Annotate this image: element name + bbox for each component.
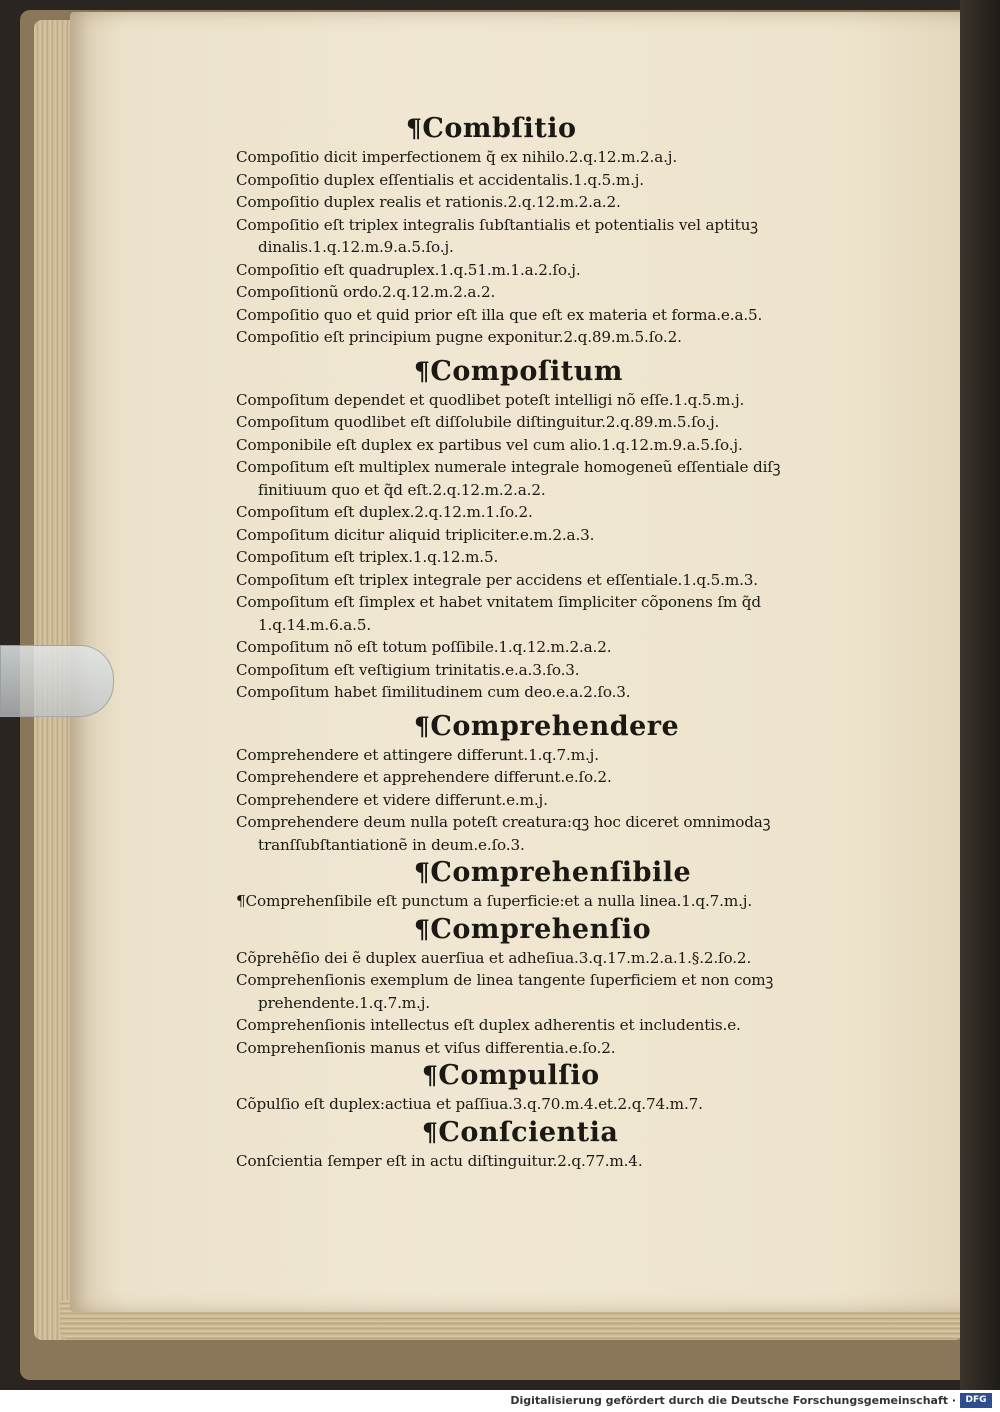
section-entries xyxy=(236,146,876,349)
section-entries xyxy=(236,1150,876,1173)
entry-continuation: dinalis.1.q.12.m.9.a.5.ſo.j. xyxy=(258,238,454,256)
section-heading: ¶Conſcientia xyxy=(422,1116,619,1148)
section-compositum xyxy=(236,355,876,389)
entry-line: Compoſitio dicit imperfectionem q̃ ex nihilo.2.q.12.m.2.a.j. xyxy=(236,148,678,166)
section-heading: ¶Comprehenſibile xyxy=(414,857,692,888)
entry-line: Compoſitum dicitur aliquid tripliciter.e.m.2.a.3. xyxy=(236,525,595,544)
section-entries xyxy=(236,389,876,704)
entry-line: Compoſitio duplex realis et rationis.2.q.12.m.2.a.2. xyxy=(236,193,621,211)
section-comprehendere xyxy=(236,710,876,744)
entry-line: Comprehendere et attingere differunt.1.q.7.m.j. xyxy=(236,745,599,764)
section-heading: ¶Compoſitum xyxy=(414,355,623,387)
entry-line: Compoſitio quo et quid prior eſt illa que eſt ex materia et forma.e.a.5. xyxy=(236,305,763,324)
section-entries xyxy=(236,947,876,1060)
entry-line: Compoſitum eſt multiplex numerale integrale homogeneũ eſſentiale diſꝫ xyxy=(236,458,781,476)
entry-line: Compoſitum quodlibet eſt diſſolubile diſtinguitur.2.q.89.m.5.ſo.j. xyxy=(236,413,720,431)
section-heading: ¶Comprehendere xyxy=(414,710,680,742)
section-comprehensio xyxy=(236,913,876,947)
entry-continuation: 1.q.14.m.6.a.5. xyxy=(258,615,372,634)
entry-line: Compoſitum habet ſimilitudinem cum deo.e.a.2.ſo.3. xyxy=(236,683,631,701)
section-entries xyxy=(236,744,876,857)
entry-continuation: tranſſubſtantiationẽ in deum.e.ſo.3. xyxy=(258,835,525,854)
entry-line: Compoſitionũ ordo.2.q.12.m.2.a.2. xyxy=(236,283,496,301)
section-entries xyxy=(236,1093,876,1116)
entry-line: Comprehendere et apprehendere differunt.e.ſo.2. xyxy=(236,768,612,786)
section-conscientia xyxy=(236,1116,876,1150)
plastic-page-clip xyxy=(0,645,114,717)
entry-line: Compoſitum eſt triplex.1.q.12.m.5. xyxy=(236,548,499,566)
facing-page-edge xyxy=(960,0,1000,1390)
entry-line: Cõpulſio eſt duplex:actiua et paſſiua.3.q.70.m.4.et.2.q.74.m.7. xyxy=(236,1095,703,1113)
entry-line: Conſcientia ſemper eſt in actu diſtinguitur.2.q.77.m.4. xyxy=(236,1151,643,1170)
entry-continuation: prehendente.1.q.7.m.j. xyxy=(258,993,430,1012)
entry-line: Compoſitum dependet et quodlibet poteſt intelligi nõ eſſe.1.q.5.m.j. xyxy=(236,390,745,409)
index-text-block xyxy=(236,112,876,1172)
entry-line: Comprehendere deum nulla poteſt creatura:qꝫ hoc diceret omnimodaꝫ xyxy=(236,813,771,831)
entry-line: Cõprehẽſio dei ẽ duplex auerſiua et adheſiua.3.q.17.m.2.a.1.§.2.ſo.2. xyxy=(236,948,752,967)
entry-line: Compoſitio eſt triplex integralis ſubſtantialis et potentialis vel aptituꝫ xyxy=(236,215,758,234)
entry-line: Comprehendere et videre differunt.e.m.j. xyxy=(236,790,548,809)
entry-line: Comprehenſionis manus et viſus differentia.e.ſo.2. xyxy=(236,1038,616,1057)
entry-line: Compoſitum eſt veſtigium trinitatis.e.a.3.ſo.3. xyxy=(236,660,580,679)
entry-continuation: finitiuum quo et q̃d eſt.2.q.12.m.2.a.2. xyxy=(258,480,546,499)
section-compulsio xyxy=(236,1059,876,1093)
entry-line: Comprehenſionis exemplum de linea tangente ſuperficiem et non comꝫ xyxy=(236,971,774,989)
dfg-logo: DFG xyxy=(960,1393,992,1408)
entry-line: Comprehenſionis intellectus eſt duplex adherentis et includentis.e. xyxy=(236,1016,741,1034)
section-combsitio xyxy=(236,112,876,146)
entry-line: Compoſitum eſt ſimplex et habet vnitatem ſimpliciter cõponens ſm q̃d xyxy=(236,593,761,611)
section-heading: ¶Compulſio xyxy=(422,1060,600,1091)
entry-line: Componibile eſt duplex ex partibus vel cum alio.1.q.12.m.9.a.5.ſo.j. xyxy=(236,435,743,454)
section-entries xyxy=(236,890,876,913)
section-heading: ¶Comprehenſio xyxy=(414,913,652,945)
entry-line: Compoſitum eſt duplex.2.q.12.m.1.ſo.2. xyxy=(236,503,533,521)
entry-line: ¶Comprehenſibile eſt punctum a ſuperficie:et a nulla linea.1.q.7.m.j. xyxy=(236,892,752,910)
entry-line: Compoſitio eſt quadruplex.1.q.51.m.1.a.2.ſo.j. xyxy=(236,260,581,279)
entry-line: Compoſitio eſt principium pugne exponitur.2.q.89.m.5.ſo.2. xyxy=(236,328,682,346)
entry-line: Compoſitio duplex eſſentialis et accidentalis.1.q.5.m.j. xyxy=(236,170,644,189)
section-comprehensibile xyxy=(236,856,876,890)
footer-credit-text: Digitalisierung gefördert durch die Deutsche Forschungsgemeinschaft · xyxy=(510,1394,956,1407)
entry-line: Compoſitum eſt triplex integrale per accidens et eſſentiale.1.q.5.m.3. xyxy=(236,570,758,589)
section-heading: ¶Combſitio xyxy=(406,113,577,144)
digitization-footer xyxy=(0,1390,1000,1412)
entry-line: Compoſitum nõ eſt totum poſſibile.1.q.12.m.2.a.2. xyxy=(236,638,612,656)
